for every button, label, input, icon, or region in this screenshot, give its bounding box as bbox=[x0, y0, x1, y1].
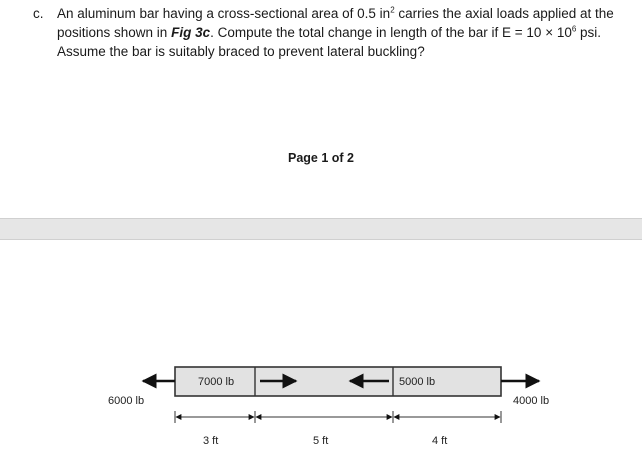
segment-3-length-label: 4 ft bbox=[432, 435, 448, 447]
question-text-part-a: An aluminum bar having a cross-sectional area of 0.5 in bbox=[57, 6, 391, 21]
second-joint-load-label: 5000 lb bbox=[399, 376, 436, 388]
page-separator bbox=[0, 218, 642, 240]
question-text-part-d: psi. Assume the bar is suitably braced to prevent lateral buckling? bbox=[57, 25, 602, 59]
document-page-1 bbox=[0, 0, 642, 218]
segment-2-length-label: 5 ft bbox=[313, 435, 329, 447]
right-end-load-label: 4000 lb bbox=[513, 395, 550, 407]
document-page-2 bbox=[0, 240, 642, 456]
modulus-exponent: 6 bbox=[571, 24, 577, 34]
area-exponent: 2 bbox=[390, 5, 395, 15]
figure-reference: Fig 3c bbox=[171, 25, 211, 40]
bar-load-diagram bbox=[0, 240, 642, 456]
question-text-part-c: . Compute the total change in length of the bar if E = 10 × 10 bbox=[210, 25, 572, 40]
segment-1-length-label: 3 ft bbox=[203, 435, 219, 447]
question-marker: c. bbox=[33, 6, 44, 21]
first-joint-load-label: 7000 lb bbox=[198, 376, 235, 388]
question-text-part-b: carries the axial loads applied at the positions shown in bbox=[57, 6, 614, 40]
left-end-load-label: 6000 lb bbox=[108, 395, 145, 407]
page-number-label: Page 1 of 2 bbox=[288, 151, 354, 165]
question-text bbox=[57, 4, 635, 61]
